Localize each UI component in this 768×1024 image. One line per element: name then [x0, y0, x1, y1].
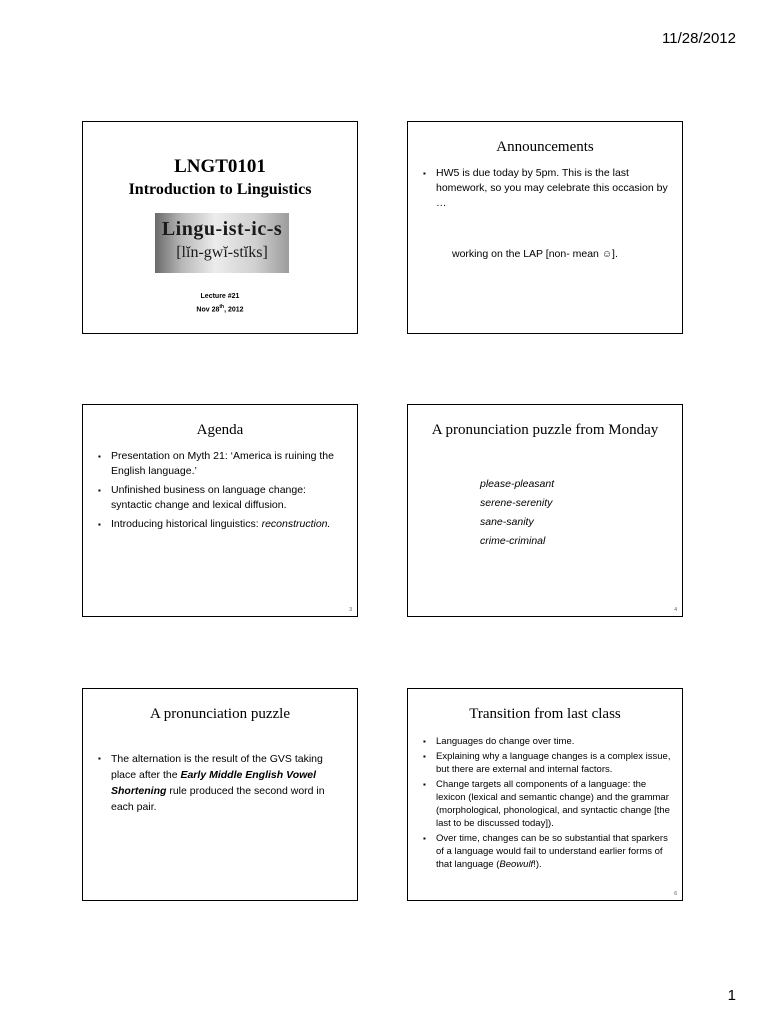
lecture-info [83, 291, 357, 315]
word-pairs [480, 475, 554, 551]
slide-number: 3 [349, 607, 352, 613]
slide-title [82, 121, 358, 334]
slide-puzzle [82, 688, 358, 901]
bullet-item: ▪ The alternation is the result of the GVS taking place after the Early Middle English Vowel Shortening rule produced the second word in each pair. [111, 751, 343, 815]
lecture-date: Nov 28th, 2012 [196, 304, 244, 314]
word-pair: serene-serenity [480, 497, 553, 509]
bullet-list [83, 751, 357, 815]
course-code: LNGT0101 [174, 156, 266, 177]
bullet-list [83, 449, 357, 532]
slide-announcements [407, 121, 683, 334]
page-date: 11/28/2012 [662, 30, 736, 47]
slide-agenda [82, 404, 358, 617]
bullet-list [408, 166, 682, 211]
slide-title-text: Announcements [496, 139, 594, 155]
word-pair: sane-sanity [480, 516, 534, 528]
course-title: Introduction to Linguistics [128, 181, 312, 198]
bullet-item: ▪ Languages do change over time. [436, 735, 672, 748]
slide-number: 4 [674, 607, 677, 613]
smiley-icon: ☺ [601, 249, 613, 260]
word-pair: crime-criminal [480, 535, 546, 547]
bullet-list [408, 735, 682, 871]
logo-pronunciation: [lĭn-gwĭ-stĭks] [176, 244, 268, 261]
bullet-item: ▪ Unfinished business on language change: syntactic change and lexical diffusion. [111, 483, 343, 513]
bullet-item: ▪ Explaining why a language changes is a complex issue, but there are external and internal factors. [436, 750, 672, 776]
word-pair: please-pleasant [480, 478, 555, 490]
slide-transition [407, 688, 683, 901]
linguistics-logo [155, 213, 289, 273]
logo-word: Lingu-ist-ic-s [161, 218, 283, 240]
lap-note: working on the LAP [non- mean ☺]. [452, 248, 618, 260]
slide-title-text: A pronunciation puzzle [150, 706, 290, 722]
bullet-item: ▪ HW5 is due today by 5pm. This is the last homework, so you may celebrate this occasion by … [436, 166, 668, 211]
lecture-number: Lecture #21 [200, 293, 240, 300]
bullet-item: ▪ Introducing historical linguistics: reconstruction. [111, 517, 343, 532]
slide-title-text: A pronunciation puzzle from Monday [431, 422, 659, 438]
slide-puzzle-monday [407, 404, 683, 617]
slide-number: 6 [674, 891, 677, 897]
bullet-item: ▪ Change targets all components of a language: the lexicon (lexical and semantic change) and the grammar (morphological, phonological, and syntactic change [the last to be discussed today]). [436, 778, 672, 830]
page-number: 1 [727, 987, 736, 1004]
bullet-item: ▪ Presentation on Myth 21: ‘America is ruining the English language.’ [111, 449, 343, 479]
slide-title-text: Agenda [196, 422, 244, 438]
bullet-item: ▪ Over time, changes can be so substantial that sparkers of a language would fail to understand earlier forms of that language (Beowulf!). [436, 832, 672, 871]
slide-title-text: Transition from last class [469, 706, 621, 722]
